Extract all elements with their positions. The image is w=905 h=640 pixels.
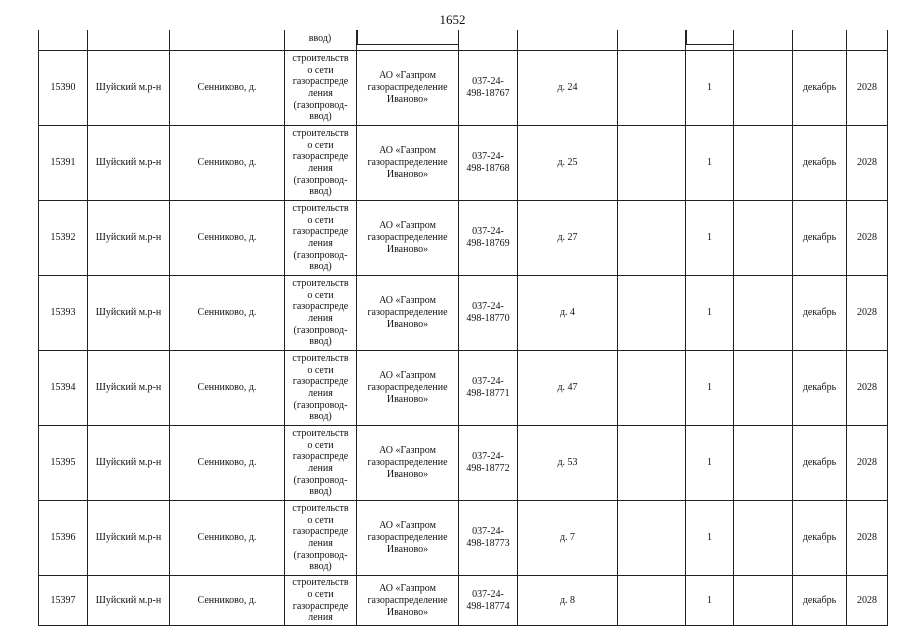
cell-line: ввод)	[309, 111, 332, 123]
cell-line: газораспреде	[292, 226, 349, 238]
cell-line: АО «Газпром	[379, 220, 436, 231]
organization-cell	[357, 426, 458, 500]
cell-line: газораспреде	[292, 451, 349, 463]
cell-line: ввод)	[309, 186, 332, 198]
year-cell: 2028	[857, 382, 877, 393]
house-cell: д. 53	[557, 457, 578, 468]
code-cell	[459, 276, 517, 350]
district-cell: Шуйский м.р-н	[95, 457, 162, 468]
row-number: 15391	[50, 157, 76, 168]
cell-line: 037-24-	[472, 588, 504, 600]
month-cell: декабрь	[802, 594, 837, 606]
cell-line: газораспределение	[367, 457, 448, 468]
cell-line: Иваново»	[386, 319, 429, 330]
cell-line: 498-18769	[466, 238, 510, 249]
cell-line: (газопровод-	[293, 174, 348, 186]
work-type-cell	[285, 501, 356, 575]
cell-line: ления	[308, 538, 333, 549]
code-cell-lines	[466, 226, 509, 250]
cell-line: 498-18771	[466, 388, 510, 399]
cell-line: ления	[308, 88, 333, 99]
cell-line: 037-24-	[472, 526, 504, 537]
cell-line: 498-18773	[466, 538, 510, 549]
cell-line: Иваново»	[386, 244, 429, 255]
organization-cell	[357, 576, 458, 625]
cell-line: о сети	[307, 514, 334, 526]
quantity-cell: 1	[707, 532, 712, 543]
work-type-cell	[285, 51, 356, 125]
row-number: 15392	[50, 232, 76, 243]
cell-line: строительств	[292, 203, 349, 215]
cell-line: газораспреде	[292, 376, 349, 388]
organization-cell-lines	[367, 295, 447, 331]
cell-line: (газопровод-	[293, 474, 348, 486]
month-cell: декабрь	[802, 532, 837, 543]
cell-line: строительств	[292, 353, 349, 365]
code-cell-lines	[466, 376, 509, 400]
year-cell: 2028	[857, 307, 877, 318]
month-cell: декабрь	[802, 232, 837, 243]
organization-cell-lines	[367, 220, 447, 256]
year-cell: 2028	[857, 532, 877, 543]
work-type-cell	[285, 276, 356, 350]
house-cell: д. 27	[557, 232, 578, 243]
month-cell: декабрь	[802, 82, 837, 93]
work-type-cell	[285, 426, 356, 500]
cell-line: о сети	[307, 64, 334, 76]
district-cell: Шуйский м.р-н	[95, 594, 162, 606]
month-cell: декабрь	[802, 307, 837, 318]
row-number: 15393	[50, 307, 76, 318]
organization-cell-lines	[367, 520, 447, 556]
quantity-cell: 1	[707, 232, 712, 243]
cell-line: газораспреде	[292, 76, 349, 88]
work-type-cell	[285, 126, 356, 200]
organization-cell	[357, 126, 458, 200]
cell-line: АО «Газпром	[379, 445, 436, 456]
house-cell: д. 4	[559, 307, 576, 318]
cell-line: ления	[308, 463, 333, 474]
year-cell: 2028	[857, 232, 877, 243]
code-cell	[459, 126, 517, 200]
cell-line: 498-18772	[466, 463, 510, 474]
locality-cell: Сенниково, д.	[197, 457, 257, 468]
cell-line: ления	[308, 612, 333, 624]
house-cell: д. 47	[557, 382, 578, 393]
work-type-cell	[285, 576, 356, 625]
cell-line: ления	[308, 313, 333, 324]
cell-line: Иваново»	[386, 394, 429, 405]
cell-line: 498-18774	[466, 600, 510, 612]
cell-line: газораспреде	[292, 301, 349, 313]
prev-row-tail: ввод)	[308, 33, 332, 45]
cell-line: строительств	[292, 278, 349, 290]
cell-line: Иваново»	[386, 606, 429, 618]
work-type-cell-lines	[292, 428, 348, 498]
cell-line: АО «Газпром	[379, 370, 436, 381]
cell-line: Иваново»	[386, 94, 429, 105]
cell-line: ления	[308, 163, 333, 174]
district-cell: Шуйский м.р-н	[95, 232, 162, 243]
code-cell	[459, 201, 517, 275]
header-box	[686, 30, 734, 45]
cell-line: газораспреде	[292, 151, 349, 163]
district-cell: Шуйский м.р-н	[95, 382, 162, 393]
cell-line: газораспределение	[367, 382, 448, 393]
code-cell-lines	[466, 301, 509, 325]
year-cell: 2028	[857, 82, 877, 93]
code-cell	[459, 576, 517, 625]
organization-cell-lines	[367, 445, 447, 481]
cell-line: АО «Газпром	[379, 295, 436, 306]
cell-line: о сети	[307, 289, 334, 301]
cell-line: газораспределение	[367, 82, 448, 93]
year-cell: 2028	[857, 157, 877, 168]
cell-line: газораспределение	[367, 532, 448, 543]
code-cell-lines	[466, 589, 509, 613]
organization-cell	[357, 501, 458, 575]
organization-cell-lines	[367, 370, 447, 406]
cell-line: газораспреде	[292, 526, 349, 538]
cell-line: Иваново»	[386, 544, 429, 555]
code-cell-lines	[466, 451, 509, 475]
month-cell: декабрь	[802, 457, 837, 468]
cell-line: 037-24-	[472, 151, 504, 162]
code-cell-lines	[466, 526, 509, 550]
locality-cell: Сенниково, д.	[197, 232, 257, 243]
row-number: 15395	[50, 457, 76, 468]
cell-line: 037-24-	[472, 451, 504, 462]
cell-line: строительств	[292, 577, 349, 589]
row-number: 15397	[50, 594, 76, 606]
organization-cell-lines	[367, 583, 447, 619]
cell-line: газораспределение	[367, 232, 448, 243]
quantity-cell: 1	[707, 157, 712, 168]
row-divider	[38, 625, 888, 626]
cell-line: (газопровод-	[293, 249, 348, 261]
house-cell: д. 8	[559, 594, 576, 606]
cell-line: Иваново»	[386, 169, 429, 180]
cell-line: (газопровод-	[293, 324, 348, 336]
cell-line: ления	[308, 238, 333, 249]
organization-cell-lines	[367, 145, 447, 181]
cell-line: (газопровод-	[293, 399, 348, 411]
column-divider	[887, 30, 888, 625]
organization-cell-lines	[367, 70, 447, 106]
organization-cell	[357, 276, 458, 350]
cell-line: 498-18768	[466, 163, 510, 174]
quantity-cell: 1	[707, 382, 712, 393]
code-cell-lines	[466, 76, 509, 100]
quantity-cell: 1	[707, 594, 712, 606]
cell-line: строительств	[292, 428, 349, 440]
code-cell	[459, 351, 517, 425]
row-number: 15396	[50, 532, 76, 543]
district-cell: Шуйский м.р-н	[95, 82, 162, 93]
work-type-cell-lines	[292, 53, 348, 123]
cell-line: ввод)	[309, 336, 332, 348]
cell-line: газораспреде	[292, 600, 349, 612]
locality-cell: Сенниково, д.	[197, 382, 257, 393]
cell-line: ввод)	[309, 486, 332, 498]
row-number: 15390	[50, 82, 76, 93]
cell-line: газораспределение	[367, 307, 448, 318]
cell-line: ввод)	[309, 561, 332, 573]
month-cell: декабрь	[802, 157, 837, 168]
organization-cell	[357, 351, 458, 425]
house-cell: д. 7	[559, 532, 576, 543]
quantity-cell: 1	[707, 82, 712, 93]
cell-line: 498-18767	[466, 88, 510, 99]
locality-cell: Сенниково, д.	[197, 307, 257, 318]
work-type-cell-lines	[292, 353, 348, 423]
district-cell: Шуйский м.р-н	[95, 307, 162, 318]
code-cell	[459, 426, 517, 500]
code-cell	[459, 51, 517, 125]
quantity-cell: 1	[707, 457, 712, 468]
cell-line: 037-24-	[472, 226, 504, 237]
locality-cell: Сенниково, д.	[197, 594, 257, 606]
cell-line: ввод)	[309, 261, 332, 273]
year-cell: 2028	[857, 457, 877, 468]
organization-cell	[357, 201, 458, 275]
cell-line: 037-24-	[472, 76, 504, 87]
cell-line: Иваново»	[386, 469, 429, 480]
work-type-cell	[285, 351, 356, 425]
locality-cell: Сенниково, д.	[197, 82, 257, 93]
work-type-cell	[285, 201, 356, 275]
work-type-cell-lines	[292, 278, 348, 348]
work-type-cell-lines	[292, 203, 348, 273]
district-cell: Шуйский м.р-н	[95, 532, 162, 543]
cell-line: о сети	[307, 139, 334, 151]
cell-line: 037-24-	[472, 376, 504, 387]
cell-line: газораспределение	[367, 594, 448, 606]
cell-line: строительств	[292, 503, 349, 515]
house-cell: д. 25	[557, 157, 578, 168]
row-number: 15394	[50, 382, 76, 393]
house-cell: д. 24	[557, 82, 578, 93]
cell-line: строительств	[292, 128, 349, 140]
cell-line: о сети	[307, 214, 334, 226]
cell-line: АО «Газпром	[379, 145, 436, 156]
district-cell: Шуйский м.р-н	[95, 157, 162, 168]
cell-line: АО «Газпром	[379, 70, 436, 81]
year-cell: 2028	[857, 594, 877, 606]
cell-line: ввод)	[309, 411, 332, 423]
month-cell: декабрь	[802, 382, 837, 393]
organization-cell	[357, 51, 458, 125]
locality-cell: Сенниково, д.	[197, 157, 257, 168]
cell-line: (газопровод-	[293, 549, 348, 561]
header-box	[357, 30, 459, 45]
work-type-cell-lines	[292, 503, 348, 573]
cell-line: строительств	[292, 53, 349, 65]
page-number: 1652	[439, 12, 466, 27]
work-type-cell-lines	[292, 577, 348, 623]
cell-line: о сети	[307, 364, 334, 376]
cell-line: газораспределение	[367, 157, 448, 168]
cell-line: 037-24-	[472, 301, 504, 312]
work-type-cell-lines	[292, 128, 348, 198]
cell-line: ления	[308, 388, 333, 399]
quantity-cell: 1	[707, 307, 712, 318]
cell-line: АО «Газпром	[379, 520, 436, 531]
cell-line: о сети	[307, 439, 334, 451]
cell-line: о сети	[307, 588, 334, 600]
code-cell-lines	[466, 151, 509, 175]
cell-line: АО «Газпром	[379, 582, 436, 594]
locality-cell: Сенниково, д.	[197, 532, 257, 543]
cell-line: (газопровод-	[293, 99, 348, 111]
cell-line: 498-18770	[466, 313, 510, 324]
code-cell	[459, 501, 517, 575]
